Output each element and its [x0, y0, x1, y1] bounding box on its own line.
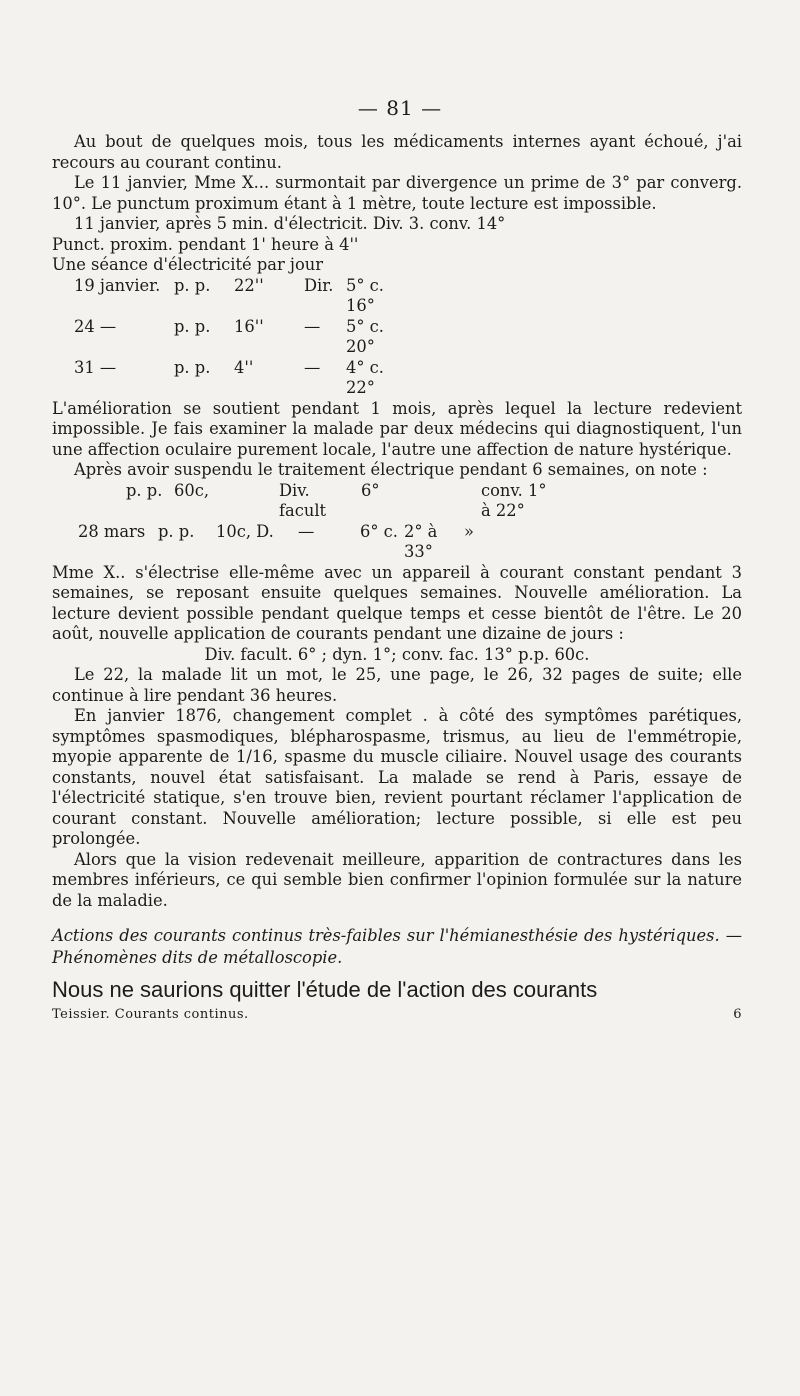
text-line: 11 janvier, après 5 min. d'électricit. Div. 3. conv. 14°: [74, 214, 506, 233]
paragraph: Après avoir suspendu le traitement électrique pendant 6 semaines, on note :: [74, 460, 708, 479]
table-row: 28 mars p. p. 10c, D. — 6° c. 2° à 33° »: [78, 521, 474, 561]
paragraph: L'amélioration se soutient pendant 1 mois, après lequel la lecture redevient impossible. Je fais examiner la malade par deux médecins qui diagnostiquent, l'un une affection oculaire purement locale, l'autre une affection de nature hystérique.: [52, 398, 742, 459]
paragraph: Au bout de quelques mois, tous les médicaments internes ayant échoué, j'ai recours au courant continu.: [52, 132, 742, 172]
paragraph: Alors que la vision redevenait meilleure, apparition de contractures dans les membres inférieurs, ce qui semble bien confirmer l'opinion formulée sur la nature de la maladie.: [52, 849, 742, 910]
text-line: Punct. proxim. pendant 1' heure à 4'': [52, 234, 359, 254]
footer: [52, 1007, 742, 1022]
section-heading: Actions des courants continus très-faibles sur l'hémianesthésie des hystériques. — Phénomènes dits de métalloscopie.: [52, 926, 742, 967]
footer-title: Teissier. Courants continus.: [52, 1007, 249, 1022]
page-number: — 81 —: [357, 96, 443, 120]
text-line: Div. facult. 6° ; dyn. 1°; conv. fac. 13° p.p. 60c.: [204, 644, 590, 664]
page-body: [52, 92, 742, 1022]
table-row: 24 — p. p. 16'' — 5° c. 20°: [74, 316, 384, 356]
text-line: Une séance d'électricité par jour: [52, 255, 324, 274]
paragraph: En janvier 1876, changement complet . à côté des symptômes parétiques, symptômes spasmodiques, blépharospasme, trismus, au lieu de l'emmétropie, myopie apparente de 1/16, spasme du muscle ciliaire. Nouvel usage des courants constants, nouvel état satisfaisant. La malade se rend à Paris, essaye de l'électricité statique, s'en trouve bien, revient pourtant réclamer l'application de courant constant. Nouvelle amélioration; lecture possible, si elle est peu prolongée.: [52, 706, 742, 848]
table-row: p. p. 60c, Div. facult 6° conv. 1° à 22°: [126, 480, 547, 520]
table-row: 19 janvier. p. p. 22'' Dir. 5° c. 16°: [74, 275, 384, 315]
paragraph: Le 22, la malade lit un mot, le 25, une page, le 26, 32 pages de suite; elle continue à lire pendant 36 heures.: [52, 665, 742, 705]
signature-mark: 6: [733, 1007, 742, 1022]
paragraph: Nous ne saurions quitter l'étude de l'action des courants: [52, 977, 598, 1002]
table-row: 31 — p. p. 4'' — 4° c. 22°: [74, 357, 384, 397]
paragraph: Mme X.. s'électrise elle-même avec un appareil à courant constant pendant 3 semaines, se reposant ensuite quelques semaines. Nouvelle amélioration. La lecture devient possible pendant quelque temps et cesse bientôt de l'être. Le 20 août, nouvelle application de courants pendant une dizaine de jours :: [52, 562, 742, 643]
table-1: [52, 276, 742, 399]
paragraph: Le 11 janvier, Mme X... surmontait par divergence un prime de 3° par converg. 10°. Le punctum proximum étant à 1 mètre, toute lecture est impossible.: [52, 173, 742, 213]
